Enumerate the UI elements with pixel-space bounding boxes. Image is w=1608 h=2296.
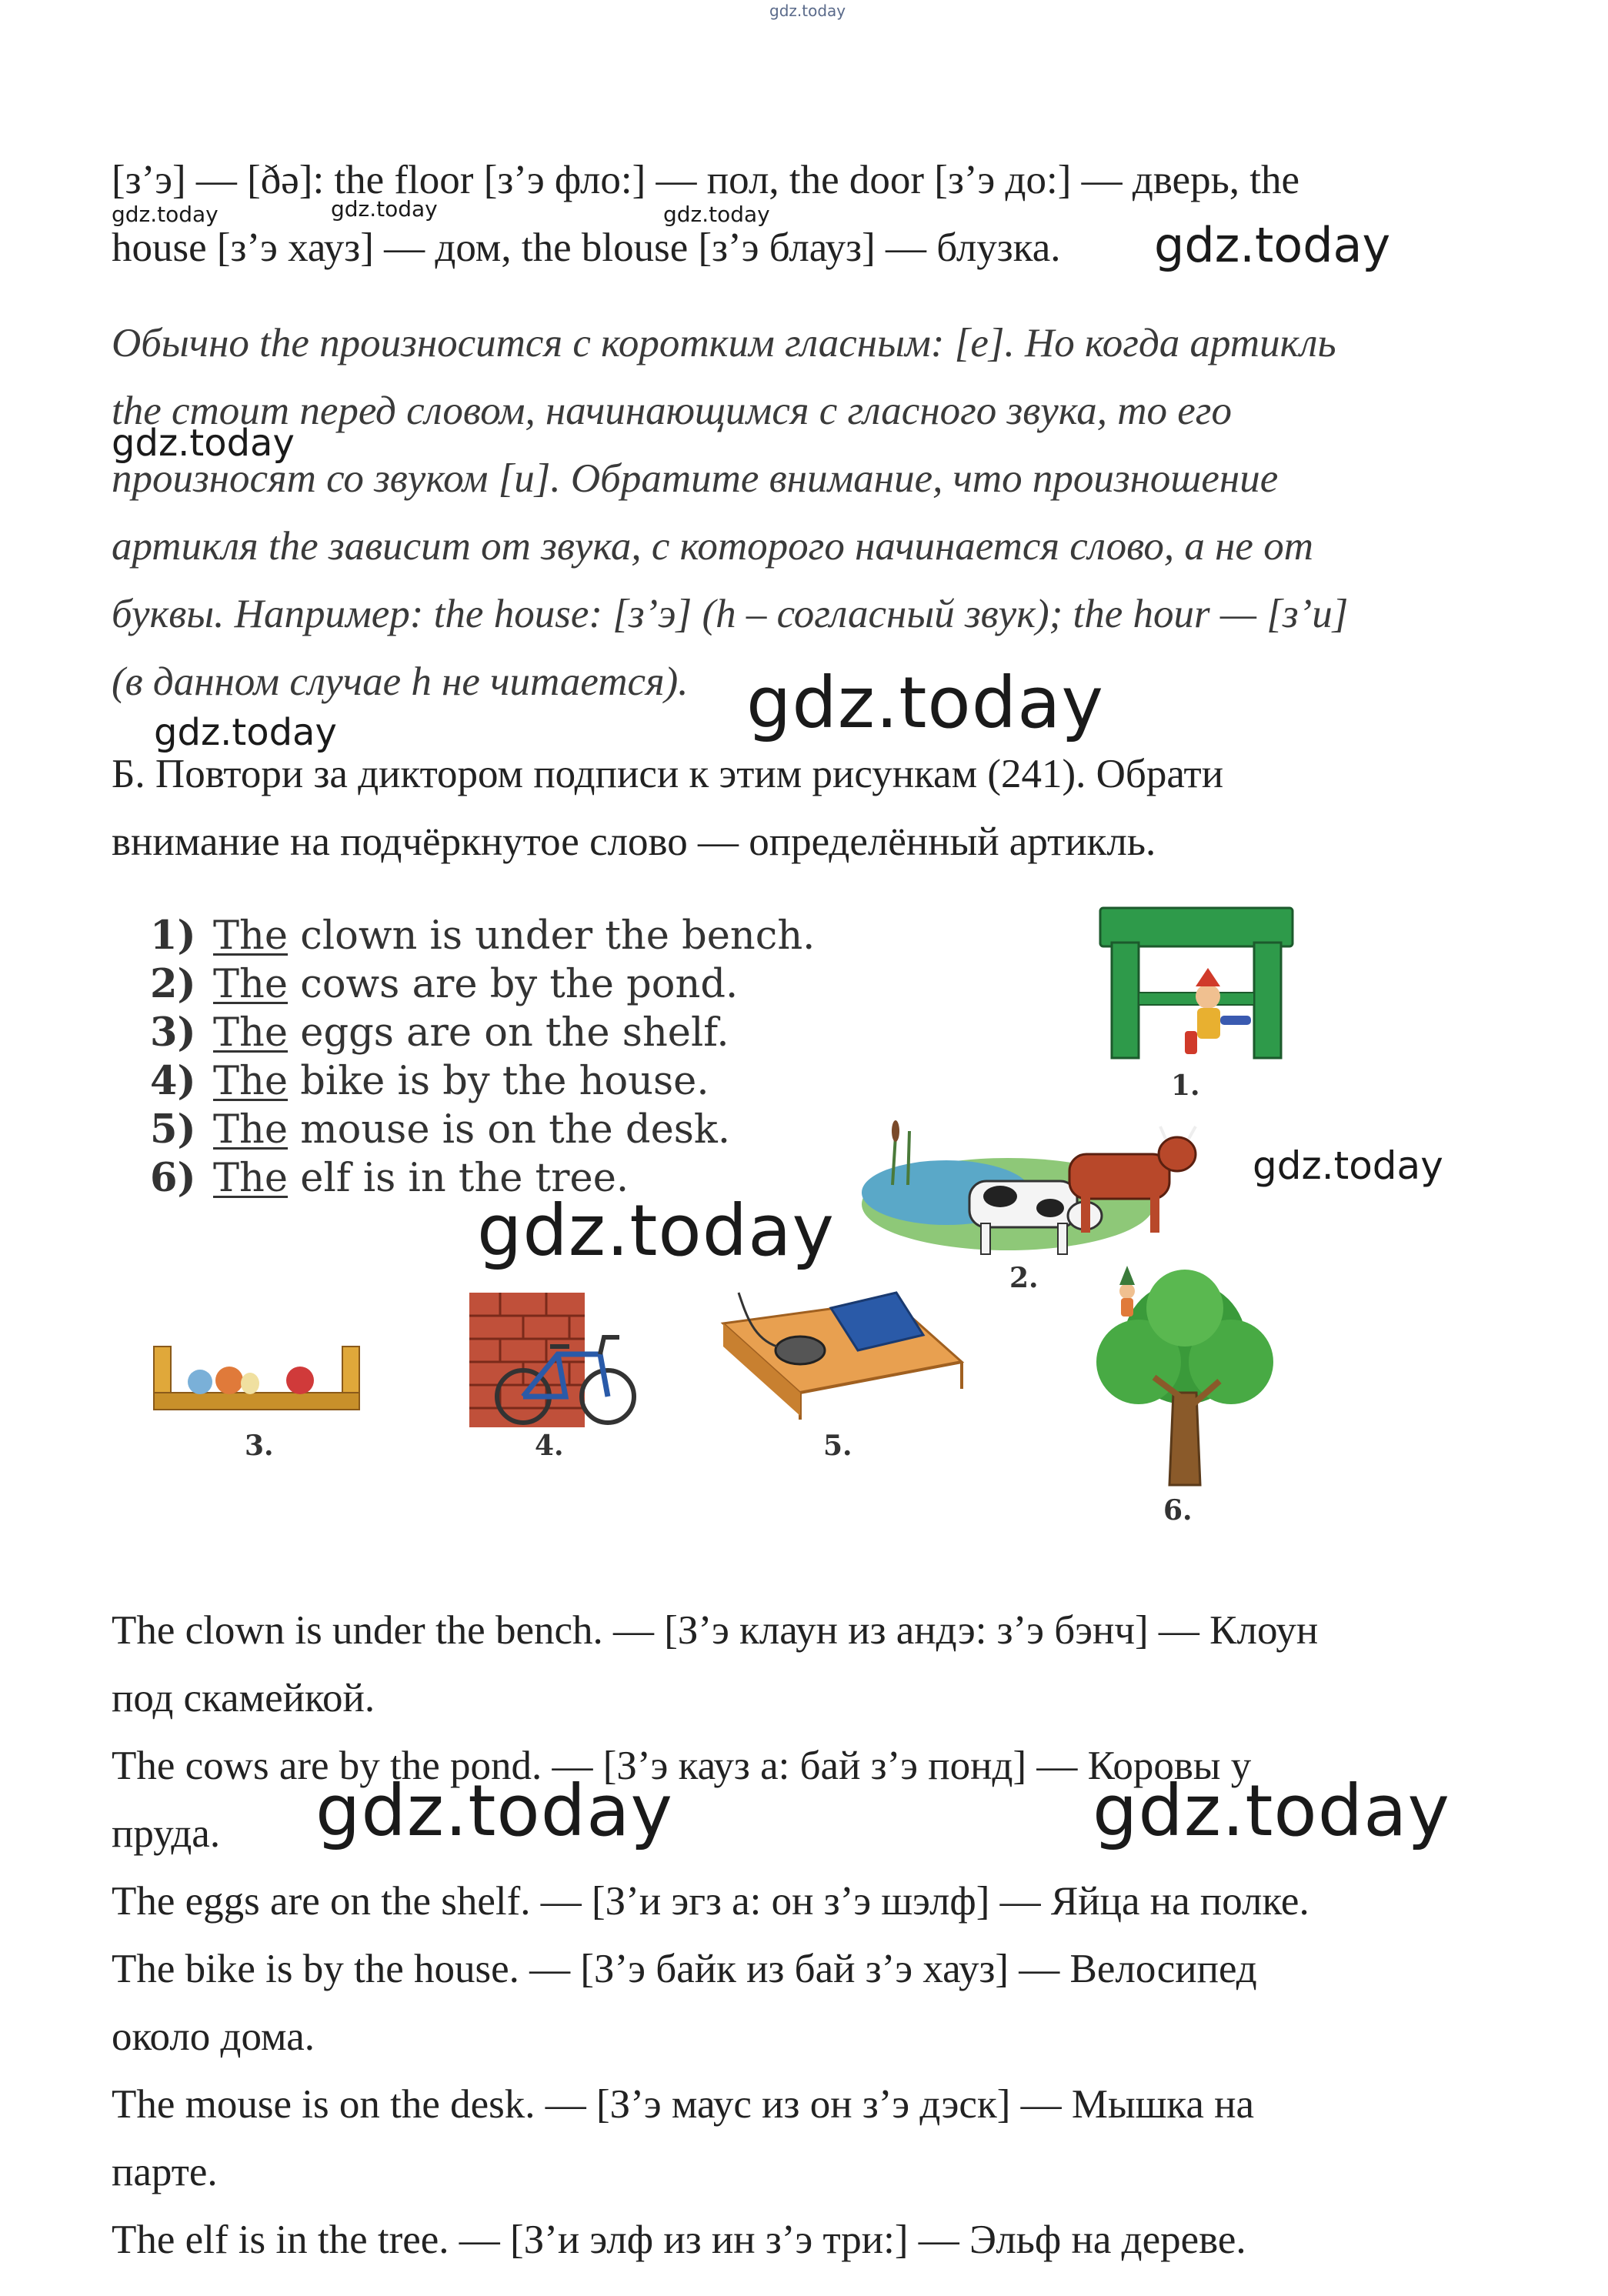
translation-line-8: The mouse is on the desk. — [З’э маус из он з’э дэск] — Мышка на <box>112 2082 1255 2127</box>
watermark-small-1: gdz.today <box>112 202 219 227</box>
exercise-item-4 <box>150 1057 815 1106</box>
bike-house-illustration <box>469 1293 646 1427</box>
picture-label-6: 6. <box>1163 1494 1193 1527</box>
article-underlined: The <box>213 1010 289 1056</box>
note-line-4: артикля the зависит от звука, с которого начинается слово, а не от <box>112 524 1313 569</box>
translation-line-5: The eggs are on the shelf. — [З’и эгз а: он з’э шэлф] — Яйца на полке. <box>112 1879 1309 1924</box>
translation-line-4: пруда. <box>112 1811 221 1856</box>
note-line-6: (в данном случае h не читается). <box>112 659 689 704</box>
article-underlined: The <box>213 1107 289 1153</box>
mouse-desk-illustration <box>716 1277 969 1423</box>
picture-label-1: 1. <box>1171 1070 1200 1102</box>
exercise-item-1 <box>150 912 815 960</box>
item-number: 2) <box>150 961 196 1007</box>
article-underlined: The <box>213 962 289 1007</box>
note-line-3: произносят со звуком [и]. Обратите внимание, что произношение <box>112 456 1279 501</box>
watermark-large-1: gdz.today <box>746 662 1104 744</box>
translation-line-1: The clown is under the bench. — [З’э клаун из андэ: з’э бэнч] — Клоун <box>112 1608 1319 1653</box>
translation-line-6: The bike is by the house. — [З’э байк из бай з’э хауз] — Велосипед <box>112 1947 1257 1991</box>
item-text: clown is under the bench. <box>288 913 816 959</box>
article-underlined: The <box>213 913 289 959</box>
item-text: elf is in the tree. <box>288 1156 629 1201</box>
item-text: bike is by the house. <box>288 1059 709 1104</box>
note-line-1: Обычно the произносится с коротким гласным: [е]. Но когда артикль <box>112 321 1336 365</box>
shelf-eggs-illustration <box>146 1331 369 1423</box>
task-paragraph <box>112 740 1496 876</box>
task-line-1: Б. Повтори за диктором подписи к этим рисункам (241). Обрати <box>112 752 1224 796</box>
tree-elf-illustration <box>1085 1262 1285 1493</box>
translations-paragraph <box>112 1597 1496 2274</box>
intro-line-1: [з’э] — [ðə]: the floor [з’э фло:] — пол, the door [з’э до:] — дверь, the <box>112 158 1299 202</box>
watermark-large-2: gdz.today <box>477 1190 835 1272</box>
translation-line-7: около дома. <box>112 2014 315 2059</box>
exercise-item-3 <box>150 1009 815 1057</box>
watermark-inline-1: gdz.today <box>1154 217 1391 273</box>
watermark-top: gdz.today <box>769 2 846 20</box>
item-number: 1) <box>150 913 196 959</box>
picture-label-3: 3. <box>245 1430 274 1462</box>
picture-label-5: 5. <box>823 1430 852 1462</box>
translation-line-2: под скамейкой. <box>112 1676 375 1720</box>
picture-label-4: 4. <box>535 1430 564 1462</box>
translation-line-3: The cows are by the pond. — [З’э кауз а: бай з’э понд] — Коровы у <box>112 1744 1252 1788</box>
watermark-medium-3: gdz.today <box>1253 1143 1443 1188</box>
note-line-2: the стоит перед словом, начинающимся с гласного звука, то его <box>112 389 1232 433</box>
note-paragraph <box>112 309 1496 716</box>
watermark-large-4: gdz.today <box>1093 1770 1450 1852</box>
item-number: 6) <box>150 1155 196 1201</box>
translation-line-9: парте. <box>112 2150 218 2194</box>
watermark-medium-1: gdz.today <box>112 422 295 465</box>
watermark-large-3: gdz.today <box>315 1770 673 1852</box>
exercise-item-2 <box>150 960 815 1009</box>
intro-line-2: house [з’э хауз] — дом, the blouse [з’э блауз] — блузка. <box>112 225 1061 270</box>
item-number: 4) <box>150 1058 196 1104</box>
item-text: cows are by the pond. <box>288 962 739 1007</box>
note-line-5: буквы. Например: the house: [з’э] (h – согласный звук); the hour — [з’и] <box>112 592 1349 636</box>
watermark-small-3: gdz.today <box>663 202 770 227</box>
exercise-item-5 <box>150 1106 815 1154</box>
item-number: 3) <box>150 1010 196 1056</box>
task-line-2: внимание на подчёркнутое слово — определённый артикль. <box>112 819 1156 864</box>
item-number: 5) <box>150 1106 196 1153</box>
watermark-small-2: gdz.today <box>331 196 438 222</box>
translation-line-10: The elf is in the tree. — [З’и элф из ин з’э три:] — Эльф на дереве. <box>112 2218 1246 2262</box>
item-text: eggs are on the shelf. <box>288 1010 729 1056</box>
bench-clown-illustration <box>1085 900 1308 1077</box>
exercise-list <box>150 912 815 1203</box>
watermark-medium-2: gdz.today <box>154 711 337 754</box>
article-underlined: The <box>213 1059 289 1104</box>
cows-pond-illustration <box>854 1108 1208 1266</box>
item-text: mouse is on the desk. <box>288 1107 731 1153</box>
article-underlined: The <box>213 1156 289 1201</box>
picture-label-2: 2. <box>1009 1262 1039 1294</box>
